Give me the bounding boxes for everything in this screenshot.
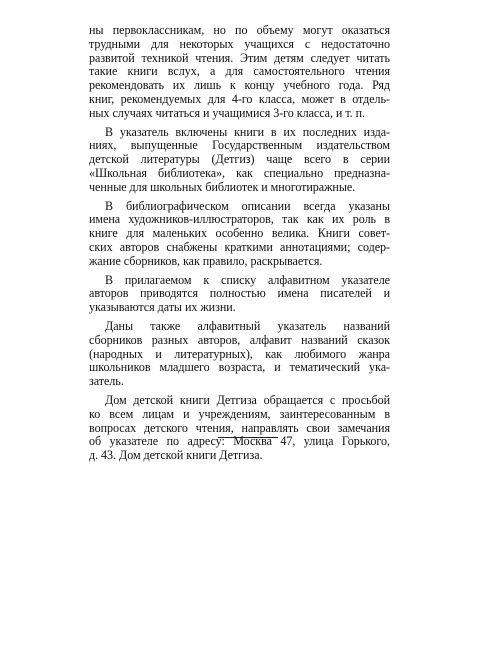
text-line: В прилагаемом к списку алфавитном указателе	[105, 272, 390, 287]
paragraph-2	[89, 126, 390, 195]
paragraph-3	[89, 200, 390, 269]
text-line: затель.	[89, 374, 124, 389]
text-line: ных случаях читаться и учащимися 3-го класса, и т. п.	[89, 105, 365, 120]
text-line: книг, рекомендуемых для 4-го класса, может в отдель-	[89, 91, 390, 106]
text-block	[89, 24, 390, 468]
paragraph-6	[89, 394, 390, 463]
paragraph-1	[89, 24, 390, 121]
text-line: вопросах детского чтения, направлять свои замечания	[89, 420, 390, 435]
text-line: Дом детской книги Детгиза обращается с просьбой	[105, 392, 390, 407]
text-line: развитой техникой чтения. Этим детям следует читать	[89, 50, 390, 65]
text-line: об указателе по адресу: Москва 47, улица Горького,	[89, 434, 390, 449]
text-line: авторов приводятся полностью имена писателей и	[89, 286, 390, 301]
text-line: рекомендовать их лишь к концу учебного года. Ряд	[89, 78, 390, 93]
section-divider	[218, 437, 278, 438]
text-line: трудными для некоторых учащихся с недостаточно	[89, 36, 390, 51]
text-line: детской литературы (Детгиз) чаще всего в серии	[89, 152, 390, 167]
text-line: Даны также алфавитный указатель названий	[105, 318, 390, 333]
text-line: (народных и литературных), как любимого жанра	[89, 346, 390, 361]
text-line: такие книги вслух, а для самостоятельного чтения	[89, 64, 390, 79]
paragraph-4	[89, 274, 390, 315]
text-line: «Школьная библиотека», как специально предназна-	[89, 165, 390, 180]
text-line: ниях, выпущенные Государственным издательством	[89, 138, 390, 153]
text-line: указываются даты их жизни.	[89, 300, 236, 315]
text-line: ны первоклассникам, но по объему могут оказаться	[89, 23, 390, 37]
text-line: сборников разных авторов, алфавит названий сказок	[89, 332, 390, 347]
text-line: жание сборников, как правило, раскрывается.	[89, 253, 323, 268]
text-line: имена художников-иллюстраторов, так как их роль в	[89, 212, 390, 227]
text-line: В библиографическом описании всегда указаны	[105, 198, 390, 213]
text-line: ко всем лицам и учреждениям, заинтересованным в	[89, 406, 390, 421]
paragraph-5	[89, 320, 390, 389]
text-line: школьников младшего возраста, и тематический ука-	[89, 360, 390, 375]
text-line: ских авторов снабжены краткими аннотациями; содер-	[89, 239, 390, 254]
text-line: ченные для школьных библиотек и многотиражные.	[89, 179, 356, 194]
text-line: книге для маленьких особенно велика. Книги совет-	[89, 226, 390, 241]
text-line: д. 43. Дом детской книги Детгиза.	[89, 448, 263, 463]
text-line: В указатель включены книги в их последних изда-	[105, 124, 390, 139]
